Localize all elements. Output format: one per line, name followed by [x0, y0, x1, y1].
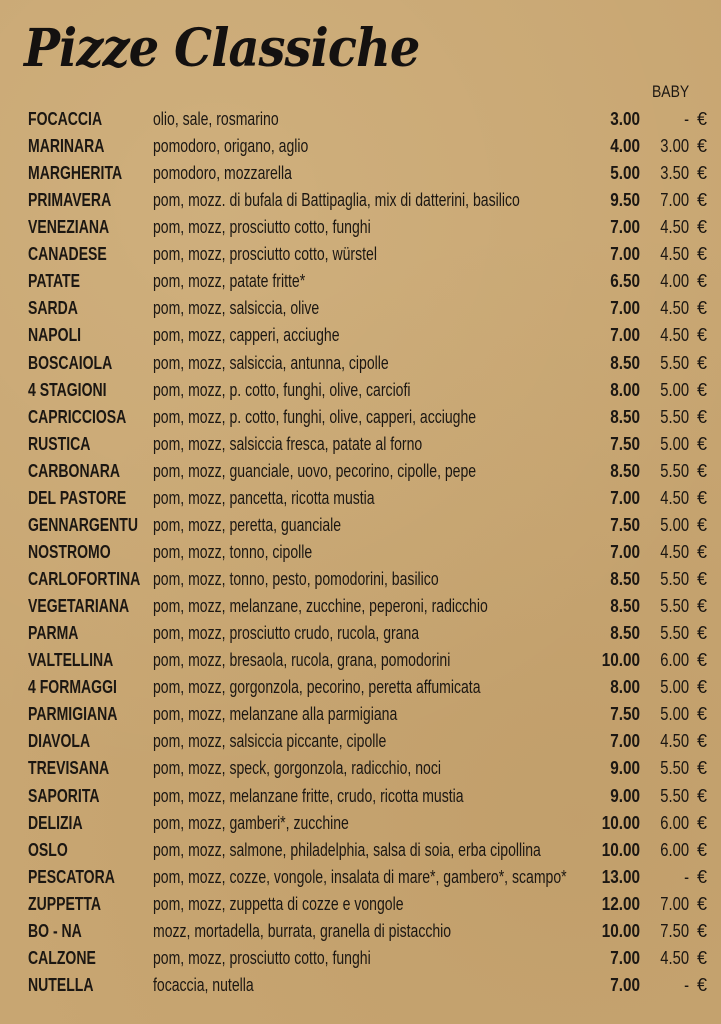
menu-item: [0, 864, 721, 891]
item-baby-price: 4.50: [660, 325, 689, 346]
menu-item: [0, 160, 721, 187]
item-name: ZUPPETTA: [28, 893, 102, 914]
currency-symbol: €: [696, 460, 707, 481]
currency-symbol: €: [696, 163, 707, 184]
menu-item: [0, 972, 721, 999]
menu-item: [0, 701, 721, 728]
item-ingredients: pom, mozz, salmone, philadelphia, salsa di soia, erba cipollina: [153, 839, 541, 860]
menu-item: [0, 837, 721, 864]
item-price: 8.50: [610, 352, 640, 373]
item-ingredients: pom, mozz, salsiccia, antunna, cipolle: [153, 352, 389, 373]
item-baby-price: 5.50: [660, 352, 689, 373]
item-name: NAPOLI: [28, 325, 82, 346]
item-baby-price: 5.00: [660, 514, 689, 535]
menu-item: [0, 728, 721, 755]
item-ingredients: pomodoro, mozzarella: [153, 163, 292, 184]
item-baby-price: -: [684, 866, 689, 887]
item-price: 10.00: [601, 920, 640, 941]
item-ingredients: pom, mozz, peretta, guanciale: [153, 514, 342, 535]
item-ingredients: pom, mozz, p. cotto, funghi, olive, carciofi: [153, 379, 411, 400]
item-price: 7.00: [610, 731, 640, 752]
item-name: CALZONE: [28, 947, 96, 968]
item-price: 4.00: [610, 136, 640, 157]
item-name: FOCACCIA: [28, 109, 103, 129]
item-ingredients: pom, mozz, zuppetta di cozze e vongole: [153, 893, 404, 914]
currency-symbol: €: [696, 514, 707, 535]
item-price: 13.00: [601, 866, 640, 887]
item-baby-price: 5.00: [660, 677, 689, 698]
item-baby-price: 5.50: [660, 406, 689, 427]
item-price: 7.50: [610, 514, 640, 535]
item-ingredients: focaccia, nutella: [153, 974, 254, 995]
currency-symbol: €: [696, 109, 707, 129]
item-price: 7.50: [610, 433, 640, 454]
item-ingredients: pom, mozz, salsiccia, olive: [153, 298, 320, 319]
currency-symbol: €: [696, 379, 707, 400]
item-price: 3.00: [610, 109, 640, 129]
item-price: 7.00: [610, 541, 640, 562]
currency-symbol: €: [696, 731, 707, 752]
currency-symbol: €: [696, 569, 707, 590]
currency-symbol: €: [696, 352, 707, 373]
item-ingredients: pom, mozz, prosciutto cotto, funghi: [153, 947, 371, 968]
item-baby-price: 7.50: [660, 920, 689, 941]
menu-item: [0, 268, 721, 295]
item-ingredients: pom, mozz. di bufala di Battipaglia, mix di datterini, basilico: [153, 190, 520, 211]
item-baby-price: 5.00: [660, 704, 689, 725]
item-price: 8.50: [610, 623, 640, 644]
item-price: 10.00: [601, 650, 640, 671]
currency-symbol: €: [696, 271, 707, 292]
item-price: 10.00: [601, 812, 640, 833]
item-baby-price: 7.00: [660, 893, 689, 914]
item-baby-price: 4.50: [660, 947, 689, 968]
item-name: PRIMAVERA: [28, 190, 112, 211]
item-name: RUSTICA: [28, 433, 91, 454]
item-name: OSLO: [28, 839, 68, 860]
currency-symbol: €: [696, 623, 707, 644]
menu-item: [0, 485, 721, 512]
item-ingredients: pomodoro, origano, aglio: [153, 136, 309, 157]
item-name: NUTELLA: [28, 974, 94, 995]
menu-item: [0, 431, 721, 458]
item-ingredients: pom, mozz, salsiccia piccante, cipolle: [153, 731, 387, 752]
item-baby-price: 5.50: [660, 758, 689, 779]
currency-symbol: €: [696, 596, 707, 617]
menu-item: [0, 945, 721, 972]
item-price: 9.00: [610, 785, 640, 806]
item-baby-price: 4.50: [660, 731, 689, 752]
menu-item: [0, 458, 721, 485]
item-name: BOSCAIOLA: [28, 352, 113, 373]
item-baby-price: 5.00: [660, 379, 689, 400]
item-baby-price: 5.00: [660, 433, 689, 454]
currency-symbol: €: [696, 785, 707, 806]
item-name: DIAVOLA: [28, 731, 91, 752]
item-baby-price: 4.50: [660, 298, 689, 319]
item-ingredients: pom, mozz, bresaola, rucola, grana, pomodorini: [153, 650, 451, 671]
currency-symbol: €: [696, 974, 707, 995]
item-baby-price: 5.50: [660, 596, 689, 617]
item-baby-price: 5.50: [660, 460, 689, 481]
item-name: PARMA: [28, 623, 79, 644]
menu-item: [0, 187, 721, 214]
item-name: BO - NA: [28, 920, 82, 941]
currency-symbol: €: [696, 920, 707, 941]
item-price: 7.00: [610, 217, 640, 238]
item-price: 9.50: [610, 190, 640, 211]
item-price: 10.00: [601, 839, 640, 860]
item-name: CARBONARA: [28, 460, 121, 481]
menu-item: [0, 593, 721, 620]
item-baby-price: 4.50: [660, 541, 689, 562]
currency-symbol: €: [696, 487, 707, 508]
item-price: 7.00: [610, 325, 640, 346]
item-baby-price: -: [684, 974, 689, 995]
item-baby-price: -: [684, 109, 689, 129]
menu-item: [0, 350, 721, 377]
item-name: MARINARA: [28, 136, 105, 157]
menu-item: [0, 241, 721, 268]
currency-symbol: €: [696, 136, 707, 157]
item-ingredients: pom, mozz, melanzane alla parmigiana: [153, 704, 398, 725]
item-name: MARGHERITA: [28, 163, 123, 184]
item-ingredients: pom, mozz, gamberi*, zucchine: [153, 812, 349, 833]
item-name: PATATE: [28, 271, 80, 292]
item-name: VEGETARIANA: [28, 596, 130, 617]
item-name: GENNARGENTU: [28, 514, 138, 535]
item-ingredients: pom, mozz, melanzane, zucchine, peperoni, radicchio: [153, 596, 488, 617]
currency-symbol: €: [696, 325, 707, 346]
menu-item: [0, 214, 721, 241]
menu-item: [0, 512, 721, 539]
item-name: DELIZIA: [28, 812, 83, 833]
item-baby-price: 4.50: [660, 487, 689, 508]
item-price: 8.50: [610, 406, 640, 427]
menu-item: [0, 810, 721, 837]
menu-item: [0, 783, 721, 810]
item-price: 9.00: [610, 758, 640, 779]
currency-symbol: €: [696, 893, 707, 914]
menu-item: [0, 755, 721, 782]
menu-item: [0, 322, 721, 349]
item-price: 7.00: [610, 244, 640, 265]
currency-symbol: €: [696, 650, 707, 671]
currency-symbol: €: [696, 406, 707, 427]
item-price: 7.50: [610, 704, 640, 725]
currency-symbol: €: [696, 217, 707, 238]
item-ingredients: pom, mozz, prosciutto cotto, würstel: [153, 244, 377, 265]
item-ingredients: pom, mozz, prosciutto crudo, rucola, grana: [153, 623, 420, 644]
item-price: 8.50: [610, 596, 640, 617]
currency-symbol: €: [696, 433, 707, 454]
item-ingredients: pom, mozz, prosciutto cotto, funghi: [153, 217, 371, 238]
item-name: 4 STAGIONI: [28, 379, 107, 400]
currency-symbol: €: [696, 298, 707, 319]
item-baby-price: 6.00: [660, 812, 689, 833]
item-baby-price: 3.00: [660, 136, 689, 157]
currency-symbol: €: [696, 677, 707, 698]
menu-item: [0, 891, 721, 918]
item-price: 6.50: [610, 271, 640, 292]
currency-symbol: €: [696, 812, 707, 833]
menu-item: [0, 106, 721, 133]
item-price: 8.00: [610, 379, 640, 400]
currency-symbol: €: [696, 947, 707, 968]
currency-symbol: €: [696, 244, 707, 265]
item-price: 12.00: [601, 893, 640, 914]
item-price: 7.00: [610, 298, 640, 319]
item-price: 7.00: [610, 974, 640, 995]
item-price: 7.00: [610, 487, 640, 508]
item-baby-price: 3.50: [660, 163, 689, 184]
menu-item: [0, 674, 721, 701]
item-ingredients: pom, mozz, gorgonzola, pecorino, peretta affumicata: [153, 677, 481, 698]
item-name: VALTELLINA: [28, 650, 114, 671]
item-ingredients: pom, mozz, pancetta, ricotta mustia: [153, 487, 375, 508]
currency-symbol: €: [696, 758, 707, 779]
item-name: PESCATORA: [28, 866, 115, 887]
menu-item: [0, 404, 721, 431]
currency-symbol: €: [696, 190, 707, 211]
item-ingredients: mozz, mortadella, burrata, granella di pistacchio: [153, 920, 452, 941]
item-baby-price: 5.50: [660, 785, 689, 806]
item-name: VENEZIANA: [28, 217, 110, 238]
item-name: CAPRICCIOSA: [28, 406, 127, 427]
item-price: 7.00: [610, 947, 640, 968]
item-ingredients: pom, mozz, tonno, pesto, pomodorini, basilico: [153, 569, 439, 590]
item-price: 8.50: [610, 569, 640, 590]
item-baby-price: 5.50: [660, 623, 689, 644]
item-baby-price: 4.00: [660, 271, 689, 292]
item-baby-price: 5.50: [660, 569, 689, 590]
menu-item: [0, 295, 721, 322]
item-ingredients: olio, sale, rosmarino: [153, 109, 279, 129]
menu-item: [0, 647, 721, 674]
item-name: DEL PASTORE: [28, 487, 127, 508]
currency-symbol: €: [696, 839, 707, 860]
item-name: SAPORITA: [28, 785, 100, 806]
menu-item: [0, 539, 721, 566]
currency-symbol: €: [696, 541, 707, 562]
item-ingredients: pom, mozz, cozze, vongole, insalata di mare*, gambero*, scampo*: [153, 866, 567, 887]
baby-column-header: BABY: [652, 82, 690, 101]
item-ingredients: pom, mozz, tonno, cipolle: [153, 541, 313, 562]
item-baby-price: 7.00: [660, 190, 689, 211]
menu-item: [0, 918, 721, 945]
currency-symbol: €: [696, 704, 707, 725]
item-ingredients: pom, mozz, patate fritte*: [153, 271, 306, 292]
item-name: PARMIGIANA: [28, 704, 118, 725]
item-ingredients: pom, mozz, salsiccia fresca, patate al forno: [153, 433, 423, 454]
menu-item: [0, 377, 721, 404]
currency-symbol: €: [696, 866, 707, 887]
menu-item: [0, 133, 721, 160]
item-baby-price: 4.50: [660, 244, 689, 265]
item-ingredients: pom, mozz, melanzane fritte, crudo, ricotta mustia: [153, 785, 464, 806]
item-name: NOSTROMO: [28, 541, 111, 562]
item-baby-price: 6.00: [660, 650, 689, 671]
item-ingredients: pom, mozz, speck, gorgonzola, radicchio, noci: [153, 758, 441, 779]
item-price: 8.50: [610, 460, 640, 481]
item-name: SARDA: [28, 298, 78, 319]
item-price: 5.00: [610, 163, 640, 184]
page-title: Pizze Classiche: [24, 18, 420, 79]
item-ingredients: pom, mozz, capperi, acciughe: [153, 325, 340, 346]
item-name: 4 FORMAGGI: [28, 677, 117, 698]
item-ingredients: pom, mozz, guanciale, uovo, pecorino, cipolle, pepe: [153, 460, 477, 481]
item-baby-price: 6.00: [660, 839, 689, 860]
item-baby-price: 4.50: [660, 217, 689, 238]
item-name: CARLOFORTINA: [28, 569, 141, 590]
item-price: 8.00: [610, 677, 640, 698]
item-ingredients: pom, mozz, p. cotto, funghi, olive, capperi, acciughe: [153, 406, 477, 427]
item-name: TREVISANA: [28, 758, 110, 779]
menu-item: [0, 620, 721, 647]
menu-item: [0, 566, 721, 593]
item-name: CANADESE: [28, 244, 107, 265]
